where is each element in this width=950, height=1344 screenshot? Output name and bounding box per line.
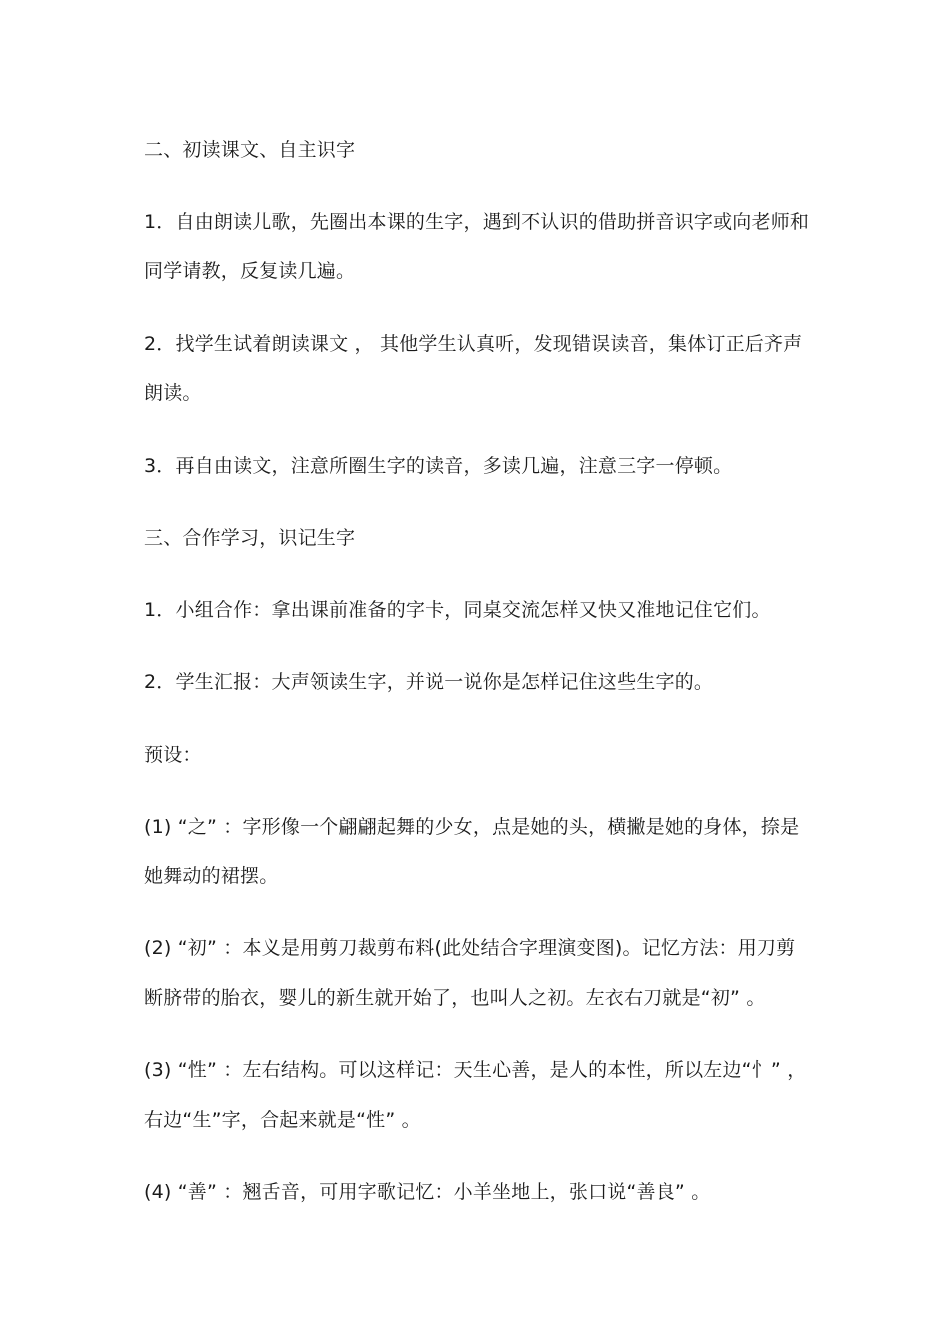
paragraph-line: 右边“生”字，合起来就是“性” 。 [144, 1109, 421, 1131]
section-heading-2: 二、初读课文、自主识字 [144, 139, 356, 161]
paragraph-line: (2) “初” ：本义是用剪刀裁剪布料(此处结合字理演变图)。记忆方法：用刀剪 [144, 937, 796, 959]
paragraph-line: 1．自由朗读儿歌，先圈出本课的生字，遇到不认识的借助拼音识字或向老师和 [144, 211, 810, 233]
preset-label: 预设： [144, 744, 202, 766]
paragraph-line: 同学请教，反复读几遍。 [144, 260, 356, 282]
paragraph-line: 她舞动的裙摆。 [144, 865, 279, 887]
paragraph-line: 1．小组合作：拿出课前准备的字卡，同桌交流怎样又快又准地记住它们。 [144, 599, 771, 621]
paragraph-line: (4) “善” ：翘舌音，可用字歌记忆：小羊坐地上，张口说“善良” 。 [144, 1181, 711, 1203]
paragraph-line: 2．学生汇报：大声领读生字，并说一说你是怎样记住这些生字的。 [144, 671, 714, 693]
paragraph-line: 朗读。 [144, 382, 202, 404]
paragraph-line: (1) “之” ：字形像一个翩翩起舞的少女，点是她的头，横撇是她的身体，捺是 [144, 816, 800, 838]
paragraph-line: (3) “性” ：左右结构。可以这样记：天生心善，是人的本性，所以左边“忄” ， [144, 1059, 807, 1081]
paragraph-line: 断脐带的胎衣，婴儿的新生就开始了，也叫人之初。左衣右刀就是“初” 。 [144, 987, 766, 1009]
section-heading-3: 三、合作学习，识记生字 [144, 527, 356, 549]
paragraph-line: 2．找学生试着朗读课文 ， 其他学生认真听，发现错误读音，集体订正后齐声 [144, 333, 803, 355]
paragraph-line: 3．再自由读文，注意所圈生字的读音，多读几遍，注意三字一停顿。 [144, 455, 733, 477]
